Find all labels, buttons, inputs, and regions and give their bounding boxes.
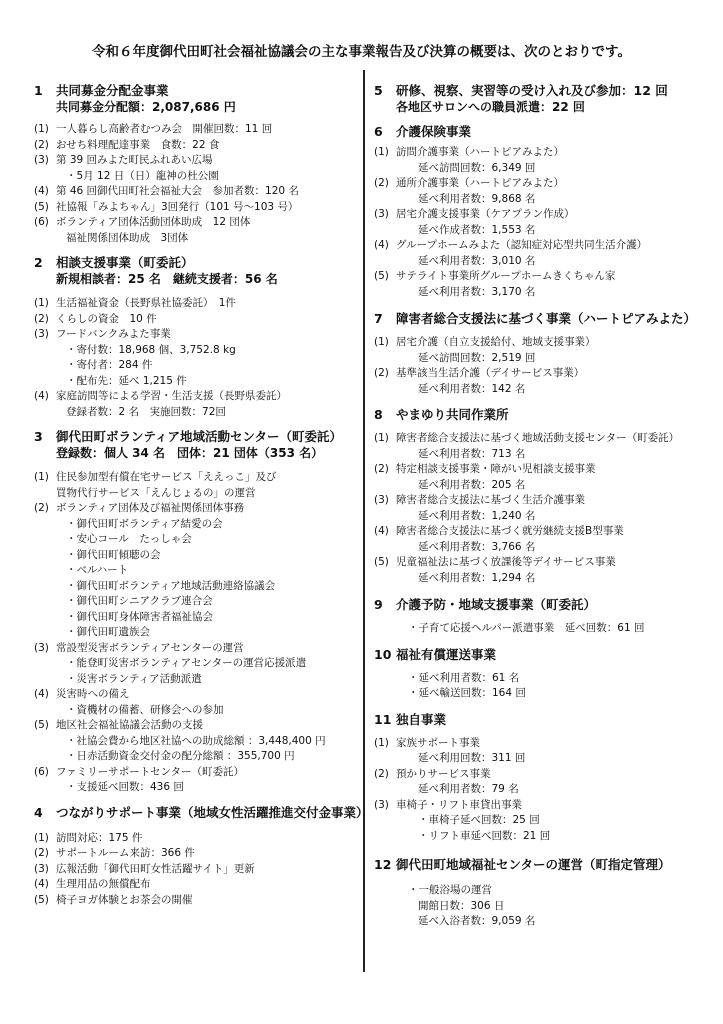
item-text: くらしの資金 10 件 <box>56 312 157 325</box>
section-title: やまゆり共同作業所 <box>396 407 509 422</box>
item-list <box>34 831 356 909</box>
item-marker: (1) <box>34 123 49 135</box>
item-marker: (5) <box>34 893 49 906</box>
section-summary: 共同募金分配額：2,087,686 円 <box>56 100 236 114</box>
item-marker: (2) <box>34 502 49 514</box>
section <box>34 82 356 246</box>
list-item <box>374 736 692 752</box>
section-number: 11 <box>374 711 392 727</box>
item-detail: ・災害ボランティア活動派遣 <box>66 672 202 685</box>
item-text: 訪問対応：175 件 <box>56 831 143 844</box>
section-number: 3 <box>34 429 43 444</box>
list-item <box>374 431 692 447</box>
item-list <box>374 431 692 586</box>
item-marker: (4) <box>374 525 389 537</box>
item-text: 生理用品の無償配布 <box>56 878 151 890</box>
item-marker: (5) <box>34 200 49 213</box>
section-number: 12 <box>374 857 392 872</box>
item-marker: (6) <box>34 216 49 228</box>
section <box>34 804 369 909</box>
item-detail: ・子育て応援ヘルパー派遣事業 延べ回数：61 回 <box>408 622 645 634</box>
item-marker: (4) <box>34 878 49 890</box>
item-marker: (2) <box>374 767 389 780</box>
item-detail: ・5月 12 日（日）龍神の杜公園 <box>66 169 219 182</box>
item-text: 椅子ヨガ体験とお茶会の開催 <box>56 893 193 906</box>
item-detail: 延べ利用者数：3,766 名 <box>418 540 536 553</box>
list-item <box>34 153 356 169</box>
item-text: 家族サポート事業 <box>396 736 480 749</box>
section-heading <box>374 123 692 140</box>
item-text: 家庭訪問等による学習・生活支援（長野県委託） <box>56 390 287 402</box>
list-item <box>34 312 356 328</box>
item-detail: ・御代田町ボランティア結愛の会 <box>66 517 223 530</box>
section-heading <box>374 856 692 873</box>
item-text: 第 39 回みよた町民ふれあい広場 <box>56 154 213 166</box>
item-detail: 延べ利用者数：79 名 <box>418 783 519 795</box>
section-heading <box>34 804 369 821</box>
item-marker: (5) <box>374 270 389 282</box>
item-text: 基準該当生活介護（デイサービス事業） <box>396 367 585 379</box>
item-detail: 延べ訪問回数：6,349 回 <box>418 161 536 174</box>
list-item <box>34 389 356 405</box>
item-marker: (1) <box>374 336 389 348</box>
item-text: 訪問介護事業（ハートピアみよた） <box>396 146 564 158</box>
list-item <box>374 269 692 285</box>
item-text: 障害者総合支援法に基づく生活介護事業 <box>396 494 585 506</box>
item-marker: (1) <box>34 297 49 309</box>
item-text: 住民参加型有償在宅サービス「ええっこ」及び <box>56 471 277 483</box>
item-list <box>374 736 692 845</box>
item-detail: 延べ利用者数：142 名 <box>418 382 526 395</box>
list-item <box>34 831 356 847</box>
section-heading <box>374 711 692 728</box>
section-number: 7 <box>374 311 383 326</box>
item-detail: 延べ利用者数：3,010 名 <box>418 254 536 267</box>
item-marker: (2) <box>374 177 389 189</box>
list-item <box>34 846 356 862</box>
item-marker: (2) <box>34 138 49 151</box>
section <box>374 646 692 702</box>
item-text: 居宅介護支援事業（ケアプラン作成） <box>396 208 575 220</box>
section <box>374 856 692 930</box>
section-heading <box>374 596 692 613</box>
item-marker: (3) <box>374 494 389 506</box>
item-text: 広報活動「御代田町女性活躍サイト」更新 <box>56 862 255 875</box>
item-text: グループホームみよた（認知症対応型共同生活介護） <box>396 239 648 251</box>
item-text: 地区社会福祉協議会活動の支援 <box>56 719 203 731</box>
list-item <box>34 718 356 734</box>
section-title: 相談支援事業（町委託） <box>56 255 194 270</box>
section-title: つながりサポート事業（地域女性活躍推進交付金事業） <box>56 804 369 820</box>
item-detail: ・御代田町遺族会 <box>66 626 150 638</box>
item-text: 通所介護事業（ハートピアみよた） <box>396 177 564 189</box>
item-text: 常設型災害ボランティアセンターの運営 <box>56 641 244 654</box>
item-detail: 開館日数：306 日 <box>418 899 505 912</box>
section-heading <box>34 254 356 271</box>
item-detail: 延べ利用回数：311 回 <box>418 752 526 764</box>
item-text: 一人暮らし高齢者むつみ会 開催回数：11 回 <box>56 123 273 135</box>
item-marker: (2) <box>34 847 49 859</box>
item-detail: 登録者数：2 名 実施回数：72回 <box>66 405 226 418</box>
item-marker: (1) <box>374 146 389 158</box>
section <box>374 82 692 116</box>
page-title: 令和６年度御代田町社会福祉協議会の主な事業報告及び決算の概要は、次のとおりです。 <box>92 44 631 60</box>
section-number: 1 <box>34 83 43 98</box>
item-text: 災害時への備え <box>56 688 130 700</box>
section <box>34 428 356 796</box>
section-heading <box>374 406 692 423</box>
item-list <box>34 296 356 420</box>
item-detail: 延べ利用者数：1,294 名 <box>418 571 536 584</box>
item-detail: ・リフト車延べ回数：21 回 <box>418 829 551 842</box>
list-item <box>374 555 692 571</box>
section <box>374 406 692 586</box>
item-detail: ・御代田町傾聴の会 <box>66 548 161 561</box>
item-detail: ・能登町災害ボランティアセンターの運営応援派遣 <box>66 657 307 669</box>
item-detail: ・寄付者：284 件 <box>66 359 153 371</box>
list-item <box>374 798 692 814</box>
item-detail: ・日赤活動資金交付金の配分総額 ：355,700 円 <box>66 750 295 762</box>
item-text: 障害者総合支援法に基づく就労継続支援B型事業 <box>396 525 624 537</box>
item-marker: (3) <box>374 208 389 220</box>
list-item <box>34 765 356 781</box>
item-list <box>34 470 356 796</box>
item-detail: ・安心コール たっしゃ会 <box>66 533 192 545</box>
item-detail: 延べ訪問回数：2,519 回 <box>418 351 536 364</box>
section-number: 8 <box>374 407 383 422</box>
section-heading <box>374 82 692 99</box>
item-detail: ・一般浴場の運営 <box>408 884 492 896</box>
item-text: フードバンクみよた事業 <box>56 328 171 340</box>
list-item <box>374 176 692 192</box>
item-list <box>34 122 356 246</box>
right-column <box>374 74 697 930</box>
list-item <box>34 877 356 893</box>
section-title: 福祉有償運送事業 <box>396 646 497 662</box>
column-divider <box>363 70 365 972</box>
item-text: おせち料理配達事業 食数：22 食 <box>56 138 220 151</box>
item-detail: ・御代田町シニアクラブ連合会 <box>66 595 213 607</box>
list-item <box>34 215 356 231</box>
section-number: 9 <box>374 597 383 612</box>
left-column <box>34 74 369 908</box>
section-title: 研修、視察、実習等の受け入れ及び参加：12 回 <box>396 83 668 98</box>
section-title: 介護保険事業 <box>396 124 472 139</box>
section-title: 御代田町地域福祉センターの運営（町指定管理） <box>396 857 671 872</box>
item-detail: ・延べ利用者数：61 名 <box>408 671 520 684</box>
item-detail: ・配布先：延べ 1,215 件 <box>66 374 187 387</box>
item-detail: ・ベルハート <box>66 564 129 576</box>
section <box>374 310 697 397</box>
item-marker: (3) <box>34 328 49 340</box>
item-marker: (6) <box>34 765 49 778</box>
item-marker: (3) <box>34 641 49 654</box>
section-heading <box>374 310 697 327</box>
section-heading <box>34 82 356 99</box>
item-list <box>374 883 692 930</box>
list-item <box>34 687 356 703</box>
list-item <box>34 893 356 909</box>
section-heading <box>374 646 692 663</box>
item-marker: (2) <box>374 367 389 379</box>
item-detail: 延べ作成者数：1,553 名 <box>418 223 536 236</box>
list-item <box>34 200 356 216</box>
item-marker: (1) <box>374 432 389 444</box>
item-detail: 延べ利用者数：9,868 名 <box>418 192 536 205</box>
list-item <box>34 184 356 200</box>
item-text: 障害者総合支援法に基づく地域活動支援センター（町委託） <box>396 432 680 444</box>
item-marker: (4) <box>34 688 49 700</box>
item-detail: ・寄付数：18,968 個、3,752.8 kg <box>66 343 236 356</box>
item-text: ボランティア団体及び福祉関係団体事務 <box>56 502 245 514</box>
list-item <box>374 493 692 509</box>
item-marker: (4) <box>374 239 389 251</box>
item-marker: (2) <box>34 312 49 325</box>
item-detail: 買物代行サービス「えんじょるの」の運営 <box>56 486 256 499</box>
item-list <box>374 671 692 702</box>
section-title: 共同募金分配金事業 <box>56 83 169 98</box>
item-text: 第 46 回御代田町社会福祉大会 参加者数：120 名 <box>56 185 299 197</box>
list-item <box>374 207 692 223</box>
section <box>374 123 692 300</box>
item-marker: (3) <box>34 154 49 166</box>
item-detail: ・資機材の備蓄、研修会への参加 <box>66 703 224 716</box>
item-marker: (3) <box>34 862 49 875</box>
list-item <box>374 462 692 478</box>
section-summary: 各地区サロンへの職員派遣：22 回 <box>396 100 585 114</box>
list-item <box>34 862 356 878</box>
item-marker: (2) <box>374 463 389 475</box>
item-marker: (4) <box>34 390 49 402</box>
item-detail: ・車椅子延べ回数：25 回 <box>418 814 540 826</box>
item-detail: ・御代田町ボランティア地域活動連絡協議会 <box>66 579 276 592</box>
item-detail: 延べ入浴者数：9,059 名 <box>418 915 536 927</box>
item-marker: (3) <box>374 798 389 811</box>
list-item <box>34 327 356 343</box>
item-detail: 延べ利用者数：713 名 <box>418 447 526 460</box>
item-text: ファミリーサポートセンター（町委託） <box>56 765 245 778</box>
section-title: 介護予防・地域支援事業（町委託） <box>396 597 597 612</box>
item-marker: (1) <box>34 471 49 483</box>
item-text: ボランティア団体活動団体助成 12 団体 <box>56 216 251 228</box>
item-list <box>374 145 692 300</box>
section-number: 10 <box>374 646 392 662</box>
list-item <box>34 501 356 517</box>
item-detail: 延べ利用者数：205 名 <box>418 478 526 491</box>
item-text: 車椅子・リフト車貸出事業 <box>396 798 522 811</box>
item-detail: 延べ利用者数：3,170 名 <box>418 285 536 298</box>
item-detail: ・延べ輸送回数：164 回 <box>408 687 526 699</box>
item-text: 居宅介護（自立支援給付、地域支援事業） <box>396 336 596 348</box>
section-number: 4 <box>34 804 43 820</box>
section-summary: 登録数：個人 34 名 団体：21 団体（353 名） <box>56 446 324 460</box>
item-text: 社協報「みよちゃん」3回発行（101 号～103 号） <box>56 200 299 213</box>
section <box>34 254 356 420</box>
item-detail: ・支援延べ回数：436 回 <box>66 781 184 793</box>
section <box>374 711 692 845</box>
list-item <box>374 767 692 783</box>
list-item <box>34 296 356 312</box>
list-item <box>374 335 692 351</box>
item-list <box>374 621 692 637</box>
item-text: サポートルーム来訪：366 件 <box>56 847 195 859</box>
list-item <box>34 122 356 138</box>
item-marker: (5) <box>374 556 389 568</box>
item-marker: (5) <box>34 719 49 731</box>
item-marker: (4) <box>34 185 49 197</box>
section-summary: 新規相談者：25 名 継続支援者：56 名 <box>56 272 278 286</box>
section-title: 独自事業 <box>396 711 447 727</box>
list-item <box>374 238 692 254</box>
section-number: 6 <box>374 124 383 139</box>
list-item <box>374 524 692 540</box>
item-marker: (1) <box>374 736 389 749</box>
section-number: 2 <box>34 255 43 270</box>
list-item <box>34 470 356 486</box>
section-number: 5 <box>374 83 383 98</box>
item-marker: (1) <box>34 831 49 844</box>
section-title: 御代田町ボランティア地域活動センター（町委託） <box>56 429 343 444</box>
item-text: サテライト事業所グループホームきくちゃん家 <box>396 270 616 282</box>
item-text: 生活福祉資金（長野県社協委託） 1件 <box>56 297 236 309</box>
item-text: 特定相談支援事業・障がい児相談支援事業 <box>396 463 596 475</box>
item-text: 児童福祉法に基づく放課後等デイサービス事業 <box>396 556 616 568</box>
section-title: 障害者総合支援法に基づく事業（ハートピアみよた） <box>396 311 697 326</box>
item-list <box>374 335 692 397</box>
item-detail: ・社協会費から地区社協への助成総額 ：3,448,400 円 <box>66 734 326 747</box>
list-item <box>374 145 692 161</box>
section-heading <box>34 428 356 445</box>
list-item <box>34 138 356 154</box>
item-detail: 福祉関係団体助成 3団体 <box>66 231 189 244</box>
item-detail: ・御代田町身体障害者福祉協会 <box>66 610 213 623</box>
list-item <box>374 366 692 382</box>
section <box>374 596 692 637</box>
item-detail: 延べ利用者数：1,240 名 <box>418 509 536 522</box>
item-text: 預かりサービス事業 <box>396 767 491 780</box>
list-item <box>34 641 356 657</box>
